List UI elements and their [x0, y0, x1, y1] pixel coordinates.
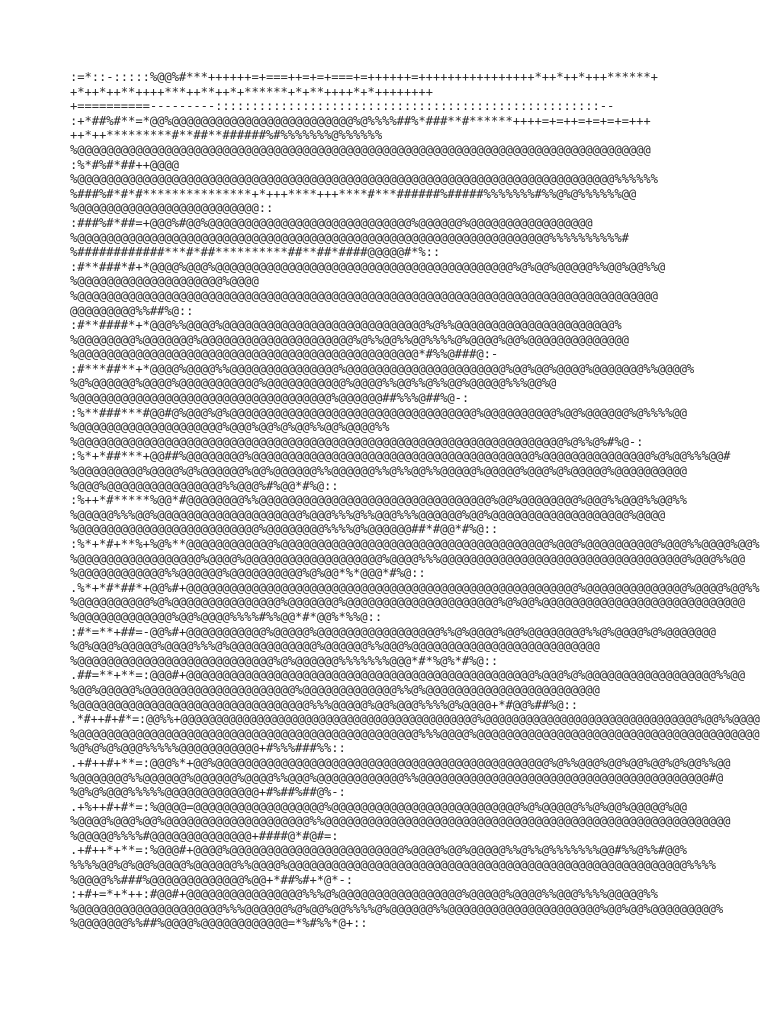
text-line: ++*++*********#**##**######%#%%%%%%%@%%%%%% [70, 128, 383, 143]
text-line: %@@@@@@@@@@@@@@@@@@@@@@@@@%@@@@@@@@%%%%@%@@@@@@##*#@@*#%@:: [70, 522, 499, 537]
text-line: %@%@%@%@@@%%%%%@@@@@@@@@@@+#%%%###%%:: [70, 741, 346, 756]
text-line: %@%@%@@@%%%%%@@@@@@@@@@@@@+#%##%##@%-: [70, 785, 346, 800]
text-line: %@@@@@@@@@@@@@@@@@@@@@@@@@@@@@@@@@@@%@@@@@@##%%%@##%@-: [70, 391, 470, 406]
text-line: @@@@@@@@@%%##%@:: [70, 303, 194, 318]
text-line: %@@@@@@@@@@@@@@@@@@@@@@@@@@@@@@@@@@@@@@@@@@@@@@@@@@@@@@@@@@@@@@@@@%%%%%%%%%%# [70, 230, 629, 245]
text-line: %@@@@%%###%@@@@@@@@@@@@@%@@+*##%#+*@*-: [70, 872, 354, 887]
text-line: %@@@@@@@@%@@@@@@@%@@@@@@@@@@@@@@@@@@@@@%@%%@@%%@@%%%%@%@@@@%@@%@@@@@@@@@@@@@@ [70, 332, 629, 347]
text-line: +*++*++**++++***++**++*+******+*+**++++*+*++++++++ [70, 84, 433, 99]
text-line: %############***#*##**********##**##*####@@@@@#*%:: [70, 245, 441, 260]
text-line: :=*::-:::::%@@%#***++++++=+===++=+=+===+=++++++=++++++++++++++++*++*++*+++******+ [70, 70, 658, 84]
text-line: :###%#*##=+@@@%#@@%@@@@@@@@@@@@@@@@@@@@@@@@@@@@%@@@@@@%@@@@@@@@@@@@@@@@@ [70, 215, 593, 230]
text-line: %@@@@@@@@@@@@@@@@@@@@@@@@@@@@@@@@@@@@@@@@@@@@@@@@@@@@@@@@@@@@@@@@@@@@@@@@@@%%%%%% [70, 172, 658, 187]
ascii-art-document [70, 70, 760, 931]
text-line: %@@@@@@@@@@@@@@@@@@@@@@@@@@@%@%@@@@@@%%%%%%%@@@*#*%@%*#%@:: [70, 653, 499, 668]
text-line: :%*+*##***+@@##%@@@@@@@@%@@@@@@@@@@@@@@@@@@@@@@@@@@@@@@@@@@@@@@@%@@@@@@@@@@@@@@@%@%@@%%%@@# [70, 449, 731, 464]
text-line: %@@@@@%%%@@%@@@@@@@@@@@@@@@@@@@@%@@@%%%@%%@@@%%%@@@@@@%@@%@@@@@@@@@@@@@@@@@@@%@@@@ [70, 507, 666, 522]
text-line: .+#++#+**=:@@@%*+@@%@@@@@@@@@@@@@@@@@@@@@@@@@@@@@@@@@@@@@@@@@@@@@@%@%%@@@%@@%@@%@@%@%@@%%@@ [70, 755, 731, 770]
text-line: :#**####*+*@@@%%@@@@%@@@@@@@@@@@@@@@@@@@@@@@@@@@@%@%%@@@@@@@@@@@@@@@@@@@@@@% [70, 318, 622, 333]
text-line: :%++*#*****%@@*#@@@@@@@@%%@@@@@@@@@@@@@@@@@@@@@@@@@@@@@@@@%@@%@@@@@@@@%@@@%%@@@%%@@%% [70, 493, 687, 508]
text-line: %%%%@@%@%@@%@@@@%@@@@@@%%@@@@%@@@@@@@@@@@@@@@@@@@@@@@@@@@@@@@@@@@@@@@@@@@@@@@@@@@@@@@%%%% [70, 858, 716, 873]
text-line: %@%@@@@@@%@@@@%@@@@@@@@@@@%@@@@@@@@@@@%@@@@%%@@%%@%%@@%@@@@@%%%@@%@ [70, 376, 557, 391]
text-line: %@@@@@@@@@@@@@@@@@@@@@@@@@@@@@@@@@@@@@@@@@@@@@@@@@@@@@@@@@@@@@@@@@@@@@@@@@@@@@@@@ [70, 288, 658, 303]
text-line: %@@@@@@@@@@@@%%@@@@@@%@@@@@@@@@@%@%@@*%*@@@*#%@:: [70, 566, 426, 581]
text-line: %@@@@@@@@@@@@@@@@@@@@@@@@@@@@@@@@%%%@@@@@%@@%@@@%%%%@%@@@@+*#@@%##%@:: [70, 697, 579, 712]
text-line: +==========---------:::::::::::::::::::::::::::::::::::::::::::::::::::::-- [70, 99, 615, 114]
text-line: %@@@@@@@%%@@@@@@%@@@@@@%@@@@%%@@@%@@@@@@@@@@@@%%@@@@@@@@@@@@@@@@@@@@@@@@@@@@@@@@@@@@@@@@#@ [70, 770, 724, 785]
text-line: %@@@@@@@@@@%@%@@@@@@@@@@@@@@@%@@@@@@@%@@@@@@@@@@@@@@@@@@@@@%@%@@%@@@@@@@@@@@@@@@@@@@@@@@@@@@@ [70, 595, 745, 610]
text-line: .*#++#+#*=:@@%%+@@@@@@@@@@@@@@@@@@@@@@@@@@@@@@@@@@@@@@@@@@@%@@@@@@@@@@@@@@@@@@@@@@@@@@@@@@@%@@%%@@@@ [70, 712, 760, 727]
text-line: %@@@@@@@@@@@@@@@@@@@@@@@@@@@@@@@@@@@@@@@@@@@@@@@@@@@@@@@@@@@@@@@@@@@%@%%@%#%@-: [70, 434, 644, 449]
text-line: :#***##**+*@@@@%@@@@%%@@@@@@@@@@@@@@@%@@@@@@@@@@@@@@@@@@@@@@%@@%@@%@@@@%@@@@@@@%%@@@@% [70, 361, 695, 376]
text-line: %@@@@@@@@@@@@@%@@%@@@@%%%%#%%@@*#*@@%*%%@:: [70, 609, 383, 624]
text-line: :%**###***#@@#@%@@@%@%@@@@@@@@@@@@@@@@@@@@@@@@@@@@@@@@@@%@@@@@@@@@@%@@%@@@@@@%@%%%%@@ [70, 405, 687, 420]
text-line: %@%@@@%@@@@@%@@@@%%%@%@@@@@@@@@@@@%@@@@@@%%@@@%@@@@@@@@@@@@@@@@@@@@@@@@@@ [70, 639, 600, 654]
text-line: %@@@@@@@@@@@@@@@@@@@@%@@@%@@%@%@@%%@@%@@@@%% [70, 420, 390, 435]
text-line: :%*+*#+**%+%@%**@@@@@@@@@@@@%@@@@@@@@@@@@@@@@@@@@@@@@@@@@@@@@@@@@@%@@@%@@@@@@@@@@%@@@%%@@@@%@@% [70, 537, 760, 551]
text-line: .##=**+**=:@@@#+@@@@@@@@@@@@@@@@@@@@@@@@@@@@@@@@@@@@@@@@@@@@@@@@%@@@%@%@@@@@@@@@@@@@@@@@@%%@@ [70, 668, 745, 683]
text-line: :#**###*#+*@@@@%@@@%@@@@@@@@@@@@@@@@@@@@@@@@@@@@@@@@@@@@@@@@@%@%@@%@@@@@%%@@%@@%%@ [70, 259, 666, 274]
text-line: %@@@@@%%%%#@@@@@@@@@@@@@@+####@*#@#=: [70, 828, 339, 843]
text-line: :+*##%#**=*@@%@@@@@@@@@@@@@@@@@@@@@@@@@%@%%%%##%*###**#******++++=+=++=+=+=+=+++ [70, 113, 651, 128]
text-line: .+%++#+#*=:%@@@@=@@@@@@@@@@@@@@@@@@%@@@@@@@@@@@@@@@@@@@@@@@@@@%@%@@@@@%%@%@@%@@@@@%@@ [70, 799, 687, 814]
text-line: %@@@%@@@@@@@@@@@@@@@@%%@@@%#%@@*#%@:: [70, 478, 339, 493]
text-line: %@@%@@@@@%@@@@@@@@@@@@@@@@@@@@@%@@@@@@@@@@@@@%%@%@@@@@@@@@@@@@@@@@@@@@@@@ [70, 682, 600, 697]
text-line: %@@@@@@@%%##%@@@@%@@@@@@@@@@@@=*%#%%*@+:: [70, 916, 368, 931]
text-line: :+#+=*+*++:#@@#+@@@@@@@@@@@@@@@@%%%@%@@@@@@@@@@@@@@@@@%@@@@@%@@@@%%@@@%%%%@@@@@%% [70, 887, 658, 902]
text-line: %@@@@@@@@@@@@@@@@@@@@@@@@@@@@@@@@@@@@@@@@@@@@@@@*#%%@###@:- [70, 347, 499, 362]
text-line: %@@@@@@@@@@@@@@@@@@@@@@@@@:: [70, 201, 281, 216]
text-line: %@@@@%@@@%@@%@@@@@@@@@@@@@@@@@@@@%%@@@@@@@@@@@@@@@@@@@@@@@@@@@@@@@@@@@@@@@@@@@@@@@@@@@@@@@@ [70, 814, 731, 829]
text-line: %@@@@@@@@@@@@@@@@@@@@@@@@@@@@@@@@@@@@@@@@@@@@@@@@@@@@@@@@@@@@@@@@@@@@@@@@@@@@@@@ [70, 142, 651, 157]
text-line: %@@@@@@@@@@@@@@@@@@@@%%%@@@@@@%@%@@%@@%%%%@%@@@@@@%%@@@@@@@@@@@@@@@@@@@@@%@@%@@%@@@@@@@@@% [70, 901, 724, 916]
text-line: %@@@@@@@@@@@@@@@@@%@@@@%@@@@@@@@@@@@@@@@@@@%@@@@%%%@@@@@@@@@@@@@@@@@@@@@@@@@@@@@@@@@@%@@@%%@@ [70, 551, 745, 566]
text-line: %@@@@@@@@@@@@@@@@@@@@@@@@@@@@@@@@@@@@@@@@@@@@@@@%%%@@@@%@@@@@@@@@@@@@@@@@@@@@@@@@@@@@@@@@@@@@@@ [70, 726, 760, 741]
text-line: %###%#*#*#***************+*+++****+++****#***######%#####%%%%%%%#%%@%@%%%%%%@@ [70, 186, 637, 201]
text-line: %@@@@@@@@@@@@@@@@@@@@%@@@@ [70, 274, 259, 289]
text-line: %@@@@@@@@@%@@@@%@%@@@@@@%@@%@@@@@@%%@@@@@@%%@%%@@%%@@@@@%@@@@@%@@@%@%@@@@@%@@@@@@@@@@ [70, 464, 687, 479]
text-line: .+#++*+**=:%@@@#+@@@@%@@@@@@@@@@@@@@@@@@@@@@@@%@@@@%@@%@@@@@%%@%%@%%%%%%%@@#%%@%%#@@% [70, 843, 687, 858]
text-line: :%*#%#*##++@@@@ [70, 157, 179, 172]
text-line: .%*+*#*##*+@@%#+@@@@@@@@@@@@@@@@@@@@@@@@@@@@@@@@@@@@@@@@@@@@@@@@@@@@@@%@@@@@@@@@@@@@@%@@@@%@@%% [70, 580, 760, 595]
text-line: :#*=**+##=-@@%#+@@@@@@@@@@@%@@@@@%@@@@@@@@@@@@@@@@@%%@%@@@@%@@%@@@@@@@@%%@%@@@@%@%@@@@@@@ [70, 624, 716, 639]
